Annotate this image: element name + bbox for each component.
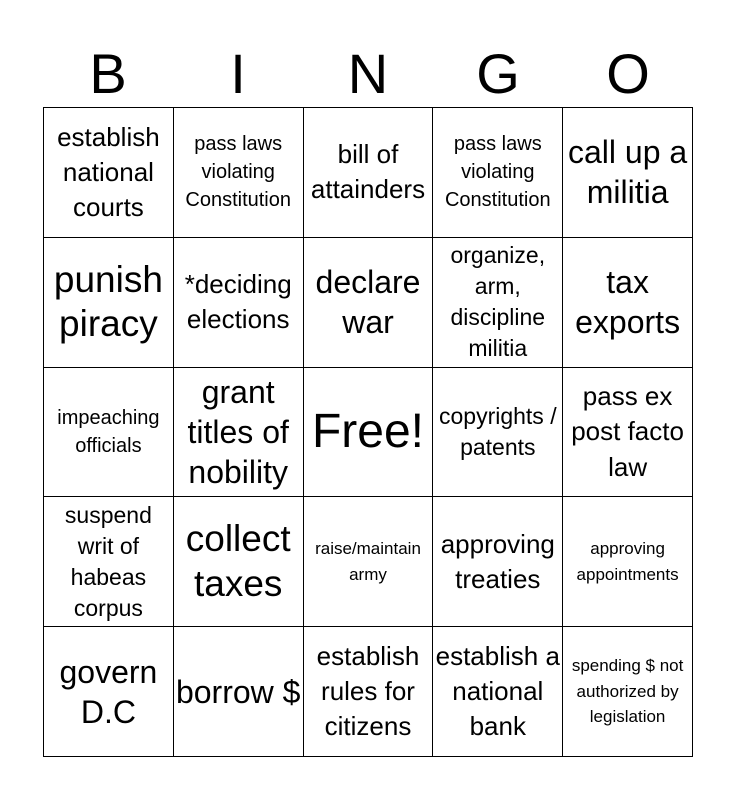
cell-text: *deciding elections <box>184 269 292 335</box>
bingo-cell-r5-c3[interactable] <box>304 627 434 757</box>
cell-text: pass laws violating Constitution <box>444 133 551 212</box>
free-space-text: Free! <box>311 404 424 458</box>
cell-text: declare war <box>315 264 421 341</box>
bingo-cell-r5-c5[interactable] <box>563 627 693 757</box>
bingo-cell-r1-c2[interactable] <box>174 108 304 238</box>
bingo-cell-r1-c5[interactable] <box>563 108 693 238</box>
header-letter-b: B <box>89 42 127 105</box>
bingo-cell-r4-c2[interactable] <box>174 497 304 627</box>
cell-text: govern D.C <box>59 653 158 730</box>
bingo-cell-r2-c2[interactable] <box>174 238 304 368</box>
bingo-cell-r1-c1[interactable] <box>44 108 174 238</box>
cell-text: tax exports <box>575 264 681 341</box>
cell-text: pass laws violating Constitution <box>185 133 291 212</box>
bingo-cell-r4-c1[interactable] <box>44 497 174 627</box>
cell-text: borrow $ <box>175 673 301 710</box>
bingo-cell-r3-c4[interactable] <box>433 368 563 498</box>
bingo-cell-r2-c3[interactable] <box>304 238 434 368</box>
bingo-cell-r3-c5[interactable] <box>563 368 693 498</box>
cell-text: copyrights / patents <box>438 402 557 460</box>
cell-text: spending $ not authorized by legislation <box>571 656 684 727</box>
bingo-cell-r3-c1[interactable] <box>44 368 174 498</box>
header-letter-i: I <box>230 42 246 105</box>
cell-text: bill of attainders <box>310 139 426 205</box>
cell-text: punish piracy <box>53 258 163 345</box>
bingo-cell-r2-c1[interactable] <box>44 238 174 368</box>
cell-text: establish national courts <box>57 121 160 222</box>
header-letter-g: G <box>476 42 520 105</box>
bingo-cell-r4-c4[interactable] <box>433 497 563 627</box>
bingo-cell-r1-c3[interactable] <box>304 108 434 238</box>
cell-text: approving treaties <box>440 528 555 594</box>
cell-text: establish a national bank <box>435 640 560 742</box>
cell-text: establish rules for citizens <box>316 640 420 742</box>
cell-text: pass ex post facto law <box>571 381 684 482</box>
cell-text: call up a militia <box>568 134 688 211</box>
header-letter-n: N <box>347 42 389 105</box>
bingo-cell-free-space[interactable] <box>304 368 434 498</box>
cell-text: approving appointments <box>576 539 679 584</box>
cell-text: collect taxes <box>185 518 291 604</box>
bingo-cell-r5-c4[interactable] <box>433 627 563 757</box>
cell-text: impeaching officials <box>57 406 160 457</box>
bingo-header <box>43 40 693 108</box>
bingo-cell-r4-c3[interactable] <box>304 497 434 627</box>
cell-text: suspend writ of habeas corpus <box>64 501 152 621</box>
bingo-grid <box>43 107 693 757</box>
bingo-cell-r2-c5[interactable] <box>563 238 693 368</box>
cell-text: raise/maintain army <box>315 539 421 584</box>
bingo-cell-r4-c5[interactable] <box>563 497 693 627</box>
cell-text: organize, arm, discipline militia <box>450 242 546 362</box>
bingo-cell-r1-c4[interactable] <box>433 108 563 238</box>
header-letter-o: O <box>606 42 650 105</box>
cell-text: grant titles of nobility <box>187 373 289 490</box>
bingo-cell-r3-c2[interactable] <box>174 368 304 498</box>
bingo-cell-r2-c4[interactable] <box>433 238 563 368</box>
bingo-cell-r5-c1[interactable] <box>44 627 174 757</box>
bingo-cell-r5-c2[interactable] <box>174 627 304 757</box>
